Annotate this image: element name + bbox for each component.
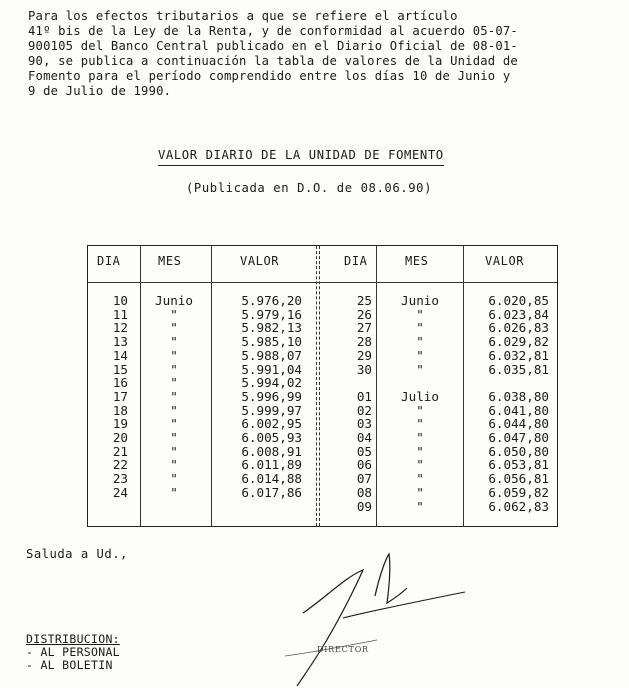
- distribution-item: - AL BOLETIN: [26, 658, 113, 672]
- left-dia-column: 10 11 12 13 14 15 16 17 18 19 20 21 22 23 24: [112, 293, 128, 500]
- center-double-divider: [316, 246, 320, 526]
- left-mes-column: Junio " " " " " " " " " " " " " ": [155, 293, 193, 500]
- left-valor-column: 5.976,20 5.979,16 5.982,13 5.985,10 5.988,07 5.991,04 5.994,02 5.996,99 5.999,97 6.002,95 6.005,93 6.008,91 6.011,89 6.014,88 6.017,86: [241, 293, 302, 500]
- column-divider: [211, 246, 212, 526]
- column-divider: [140, 246, 141, 526]
- header-dia-right: DIA: [344, 254, 368, 268]
- right-valor-column: 6.020,85 6.023,84 6.026,83 6.029,82 6.032,81 6.035,81 6.038,80 6.041,80 6.044,80 6.047,80 6.050,80 6.053,81 6.056,81 6.059,82 6.062,83: [488, 293, 549, 514]
- header-rule: [88, 282, 557, 283]
- table-title: VALOR DIARIO DE LA UNIDAD DE FOMENTO: [158, 148, 444, 166]
- uf-values-table: [87, 245, 558, 527]
- column-divider: [463, 246, 464, 526]
- header-valor-right: VALOR: [485, 254, 525, 268]
- signature-caption: DIRECTOR: [317, 645, 369, 654]
- distribution-item: - AL PERSONAL: [26, 645, 120, 659]
- distribution-list: [26, 633, 120, 672]
- closing-salutation: Saluda a Ud.,: [26, 547, 128, 561]
- intro-paragraph: Para los efectos tributarios a que se refiere el artículo 41º bis de la Ley de la Renta, y de conformidad al acuerdo 05-07- 900105 del Banco Central publicado en el Diario Oficial de 08-01- 90, se publica a continuación la tabla de valores de la Unidad de Fomento para el período comprendido entre los días 10 de Junio y 9 de Julio de 1990.: [28, 9, 518, 98]
- column-divider: [376, 246, 377, 526]
- table-subtitle: (Publicada en D.O. de 08.06.90): [186, 181, 433, 195]
- right-mes-column: Junio " " " " " Julio " " " " " " " ": [401, 293, 439, 514]
- right-dia-column: 25 26 27 28 29 30 01 02 03 04 05 06 07 08 09: [356, 293, 372, 514]
- header-mes-right: MES: [405, 254, 429, 268]
- handwritten-signature: [285, 548, 485, 688]
- header-valor-left: VALOR: [240, 254, 280, 268]
- distribution-heading: DISTRIBUCION:: [26, 632, 120, 646]
- header-dia-left: DIA: [97, 254, 121, 268]
- header-mes-left: MES: [158, 254, 182, 268]
